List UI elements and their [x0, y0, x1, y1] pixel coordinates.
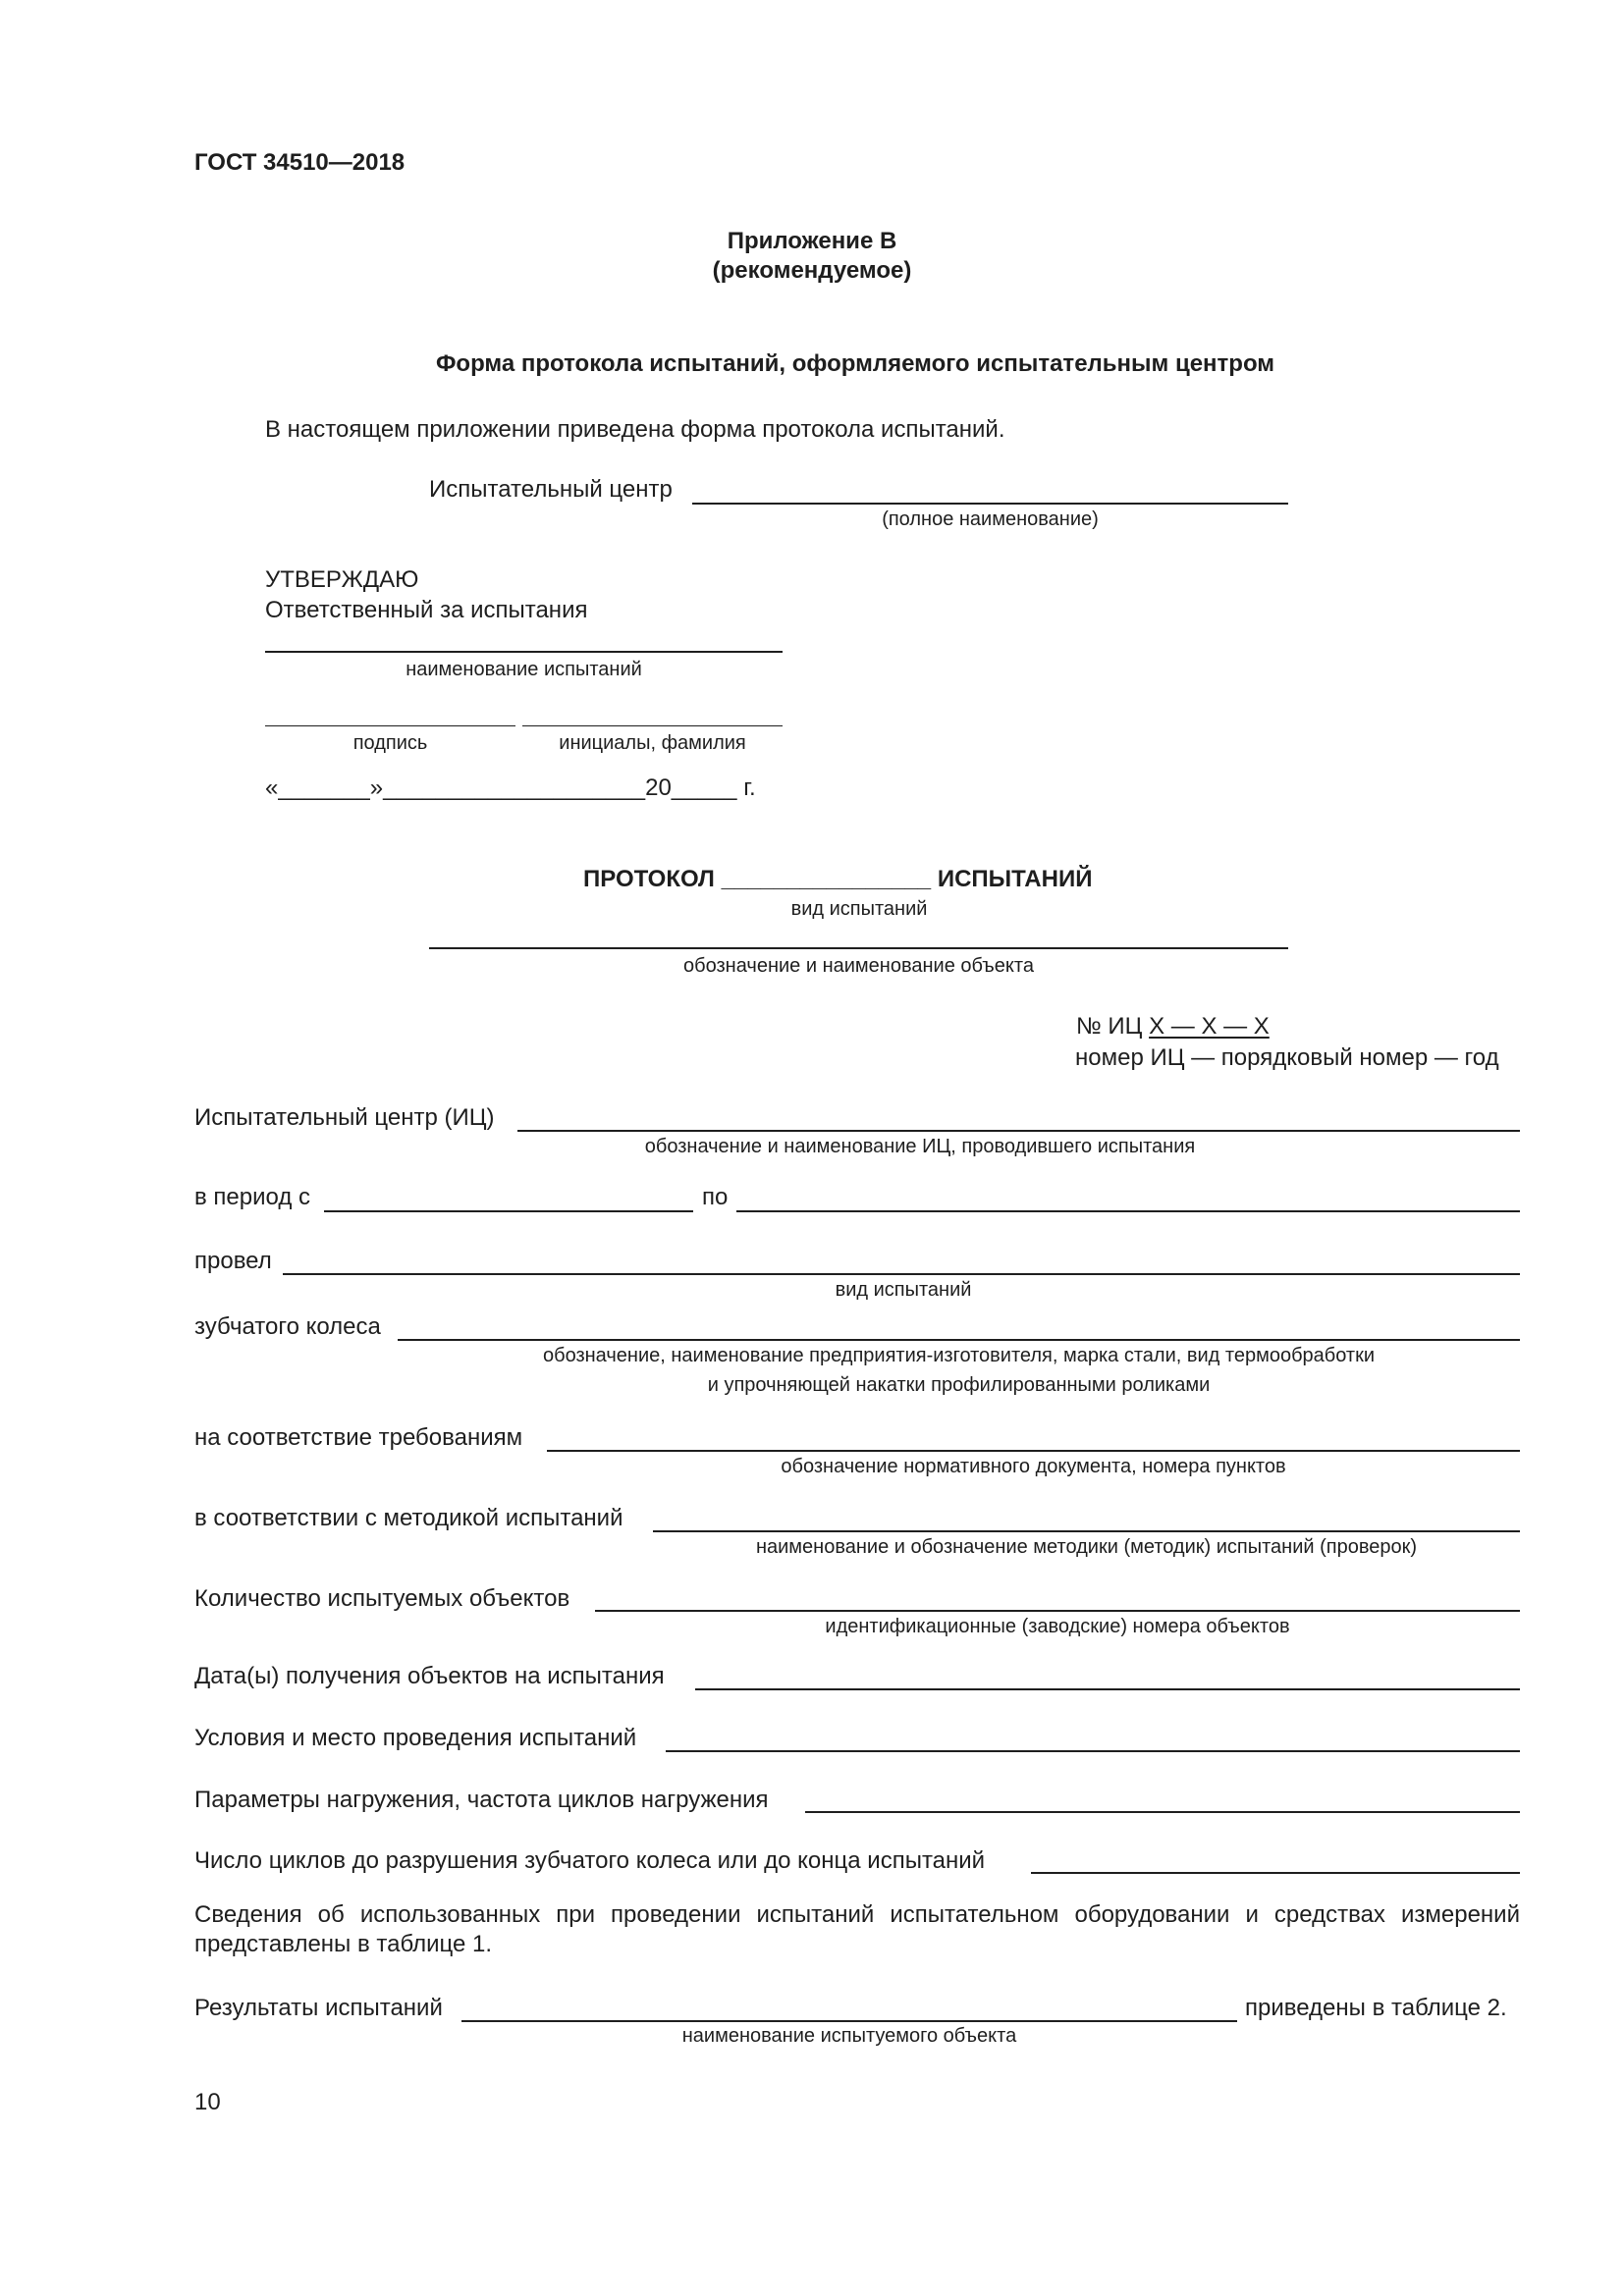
date-day: «_______» — [265, 774, 384, 801]
appendix-title: Приложение В — [727, 228, 897, 254]
results-line — [461, 2020, 1237, 2022]
conducted-line — [283, 1273, 1520, 1275]
center-name-line — [692, 503, 1288, 505]
date-year: 20_____ — [645, 774, 737, 801]
gear-hint-2: и упрочняющей накатки профилированными роликами — [707, 1374, 1211, 1396]
signature-line — [265, 725, 515, 726]
test-name-hint: наименование испытаний — [406, 659, 642, 680]
test-name-line — [265, 651, 783, 653]
quantity-label: Количество испытуемых объектов — [194, 1585, 570, 1612]
method-line — [653, 1530, 1520, 1532]
protocol-heading — [583, 865, 1092, 894]
conditions-label: Условия и место проведения испытаний — [194, 1725, 637, 1751]
initials-hint: инициалы, фамилия — [559, 732, 746, 754]
requirements-line — [547, 1450, 1520, 1452]
gear-hint-1: обозначение, наименование предприятия-изготовителя, марка стали, вид термообработки — [542, 1345, 1375, 1366]
center-hint: (полное наименование) — [882, 508, 1099, 530]
period-from-label: в период с — [194, 1184, 311, 1210]
conducted-hint: вид испытаний — [835, 1279, 972, 1301]
protocol-type-hint: вид испытаний — [790, 898, 928, 920]
appendix-intro: В настоящем приложении приведена форма протокола испытаний. — [265, 416, 1005, 443]
loading-label: Параметры нагружения, частота циклов нагружения — [194, 1787, 769, 1813]
protocol-number-value: X — X — X — [1149, 1013, 1270, 1040]
results-label: Результаты испытаний — [194, 1995, 443, 2021]
page-number: 10 — [194, 2089, 221, 2115]
cycles-label: Число циклов до разрушения зубчатого колеса или до конца испытаний — [194, 1847, 986, 1874]
date-suffix: г. — [743, 774, 756, 801]
ic-line — [517, 1130, 1520, 1132]
quantity-hint: идентификационные (заводские) номера объектов — [825, 1616, 1290, 1637]
loading-line — [805, 1811, 1520, 1813]
protocol-number-prefix: № ИЦ — [1076, 1013, 1143, 1040]
protocol-number-hint: номер ИЦ — порядковый номер — год — [1075, 1044, 1499, 1071]
appendix-status: (рекомендуемое) — [712, 257, 912, 284]
equipment-line-1: Сведения об использованных при проведении испытаний испытательном оборудовании и средствах измерений — [194, 1901, 1520, 1928]
approval-date — [265, 774, 756, 803]
quantity-line — [595, 1610, 1520, 1612]
protocol-number — [1076, 1012, 1270, 1041]
protocol-prefix: ПРОТОКОЛ — [583, 866, 715, 892]
conditions-line — [666, 1750, 1520, 1752]
initials-line — [522, 725, 783, 726]
ic-hint: обозначение и наименование ИЦ, проводившего испытания — [644, 1136, 1196, 1157]
results-suffix: приведены в таблице 2. — [1245, 1995, 1507, 2021]
receipt-dates-label: Дата(ы) получения объектов на испытания — [194, 1663, 665, 1689]
gear-label: зубчатого колеса — [194, 1313, 381, 1340]
appendix-heading: Форма протокола испытаний, оформляемого испытательным центром — [435, 350, 1275, 377]
conducted-label: провел — [194, 1248, 272, 1274]
equipment-line-2: представлены в таблице 1. — [194, 1931, 493, 1957]
cycles-line — [1031, 1872, 1520, 1874]
center-label: Испытательный центр — [429, 476, 673, 503]
approve-label: УТВЕРЖДАЮ — [265, 566, 419, 593]
object-hint: обозначение и наименование объекта — [683, 955, 1034, 977]
ic-label: Испытательный центр (ИЦ) — [194, 1104, 495, 1131]
results-hint: наименование испытуемого объекта — [681, 2025, 1017, 2047]
receipt-dates-line — [695, 1688, 1520, 1690]
method-label: в соответствии с методикой испытаний — [194, 1505, 623, 1531]
protocol-suffix: ИСПЫТАНИЙ — [937, 866, 1093, 892]
gear-line — [398, 1339, 1520, 1341]
doc-code: ГОСТ 34510—2018 — [194, 149, 406, 176]
date-month: ____________________ — [383, 774, 646, 801]
requirements-hint: обозначение нормативного документа, номера пунктов — [781, 1456, 1286, 1477]
period-from-line — [324, 1210, 693, 1212]
requirements-label: на соответствие требованиям — [194, 1424, 523, 1451]
period-to-line — [736, 1210, 1520, 1212]
protocol-blank: ________________ — [721, 866, 932, 892]
object-line — [429, 947, 1288, 949]
responsible-label: Ответственный за испытания — [265, 597, 588, 623]
signature-hint: подпись — [352, 732, 428, 754]
period-to-label: по — [702, 1184, 729, 1210]
method-hint: наименование и обозначение методики (методик) испытаний (проверок) — [755, 1536, 1418, 1558]
